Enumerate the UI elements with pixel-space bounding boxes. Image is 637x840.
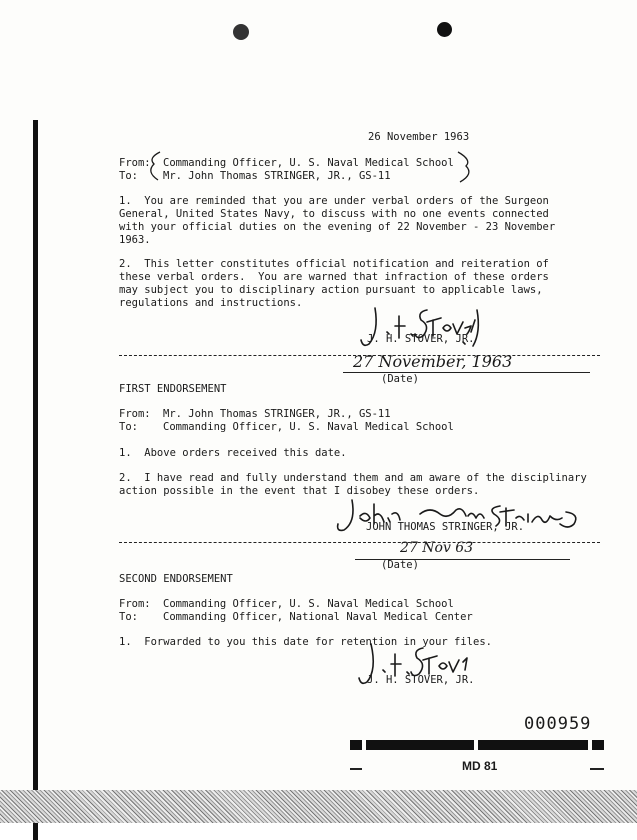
- first-endorsement-to-label: To:: [119, 421, 138, 433]
- footer-bar-4: [592, 740, 604, 750]
- letter-para2-line4: regulations and instructions.: [119, 297, 303, 309]
- footer-dash-left: [350, 768, 362, 770]
- first-endorsement-para2-line1: 2. I have read and fully understand them and am aware of the disciplinary: [119, 472, 587, 484]
- letter-para1-line4: 1963.: [119, 234, 151, 246]
- letter-para2-line1: 2. This letter constitutes official notification and reiteration of: [119, 258, 549, 270]
- form-code: MD 81: [462, 759, 498, 773]
- second-endorsement-from-label: From:: [119, 598, 151, 610]
- letter-from-label: From:: [119, 157, 151, 169]
- footer-bar-3: [478, 740, 588, 750]
- scan-border-strip: [0, 790, 637, 823]
- letter-para1-line3: with your official duties on the evening of 22 November - 23 November: [119, 221, 556, 233]
- first-endorsement-para2-line2: action possible in the event that I disobey these orders.: [119, 485, 480, 497]
- first-endorsement-to-value: Commanding Officer, U. S. Naval Medical School: [163, 421, 454, 433]
- second-endorsement-signer: J. H. STOVER, JR.: [367, 674, 475, 686]
- letter-date: 26 November 1963: [368, 131, 470, 143]
- letter-to-value: Mr. John Thomas STRINGER, JR., GS-11: [163, 170, 391, 182]
- first-endorsement-date-caption: (Date): [381, 559, 419, 571]
- letter-signer: J. H. STOVER, JR.: [367, 333, 475, 345]
- letter-para1-line1: 1. You are reminded that you are under verbal orders of the Surgeon: [119, 195, 549, 207]
- footer-bar-2: [366, 740, 474, 750]
- second-endorsement-para1: 1. Forwarded to you this date for retention in your files.: [119, 636, 492, 648]
- first-endorsement-heading: FIRST ENDORSEMENT: [119, 383, 227, 395]
- letter-para2-line2: these verbal orders. You are warned that infraction of these orders: [119, 271, 549, 283]
- second-endorsement-from-value: Commanding Officer, U. S. Naval Medical School: [163, 598, 454, 610]
- second-endorsement-to-value: Commanding Officer, National Naval Medical Center: [163, 611, 473, 623]
- footer-bar-1: [350, 740, 362, 750]
- first-endorsement-from-label: From:: [119, 408, 151, 420]
- second-endorsement-heading: SECOND ENDORSEMENT: [119, 573, 233, 585]
- punch-hole-right: [437, 22, 452, 37]
- letter-para2-line3: may subject you to disciplinary action pursuant to applicable laws,: [119, 284, 543, 296]
- punch-hole-left: [233, 24, 249, 40]
- letter-handwritten-date: 27 November, 1963: [353, 352, 513, 371]
- separator-2: [119, 542, 600, 543]
- first-endorsement-para1: 1. Above orders received this date.: [119, 447, 347, 459]
- first-endorsement-handwritten-date: 27 Nov 63: [400, 540, 474, 556]
- letter-para1-line2: General, United States Navy, to discuss with no one events connected: [119, 208, 549, 220]
- document-number: 000959: [524, 714, 592, 734]
- letter-from-value: Commanding Officer, U. S. Naval Medical School: [163, 157, 454, 169]
- letter-to-label: To:: [119, 170, 138, 182]
- first-endorsement-from-value: Mr. John Thomas STRINGER, JR., GS-11: [163, 408, 391, 420]
- scan-edge-rule: [33, 120, 38, 840]
- letter-date-caption: (Date): [381, 373, 419, 385]
- first-endorsement-signer: JOHN THOMAS STRINGER, JR.: [366, 521, 525, 533]
- footer-dash-right: [590, 768, 604, 770]
- second-endorsement-to-label: To:: [119, 611, 138, 623]
